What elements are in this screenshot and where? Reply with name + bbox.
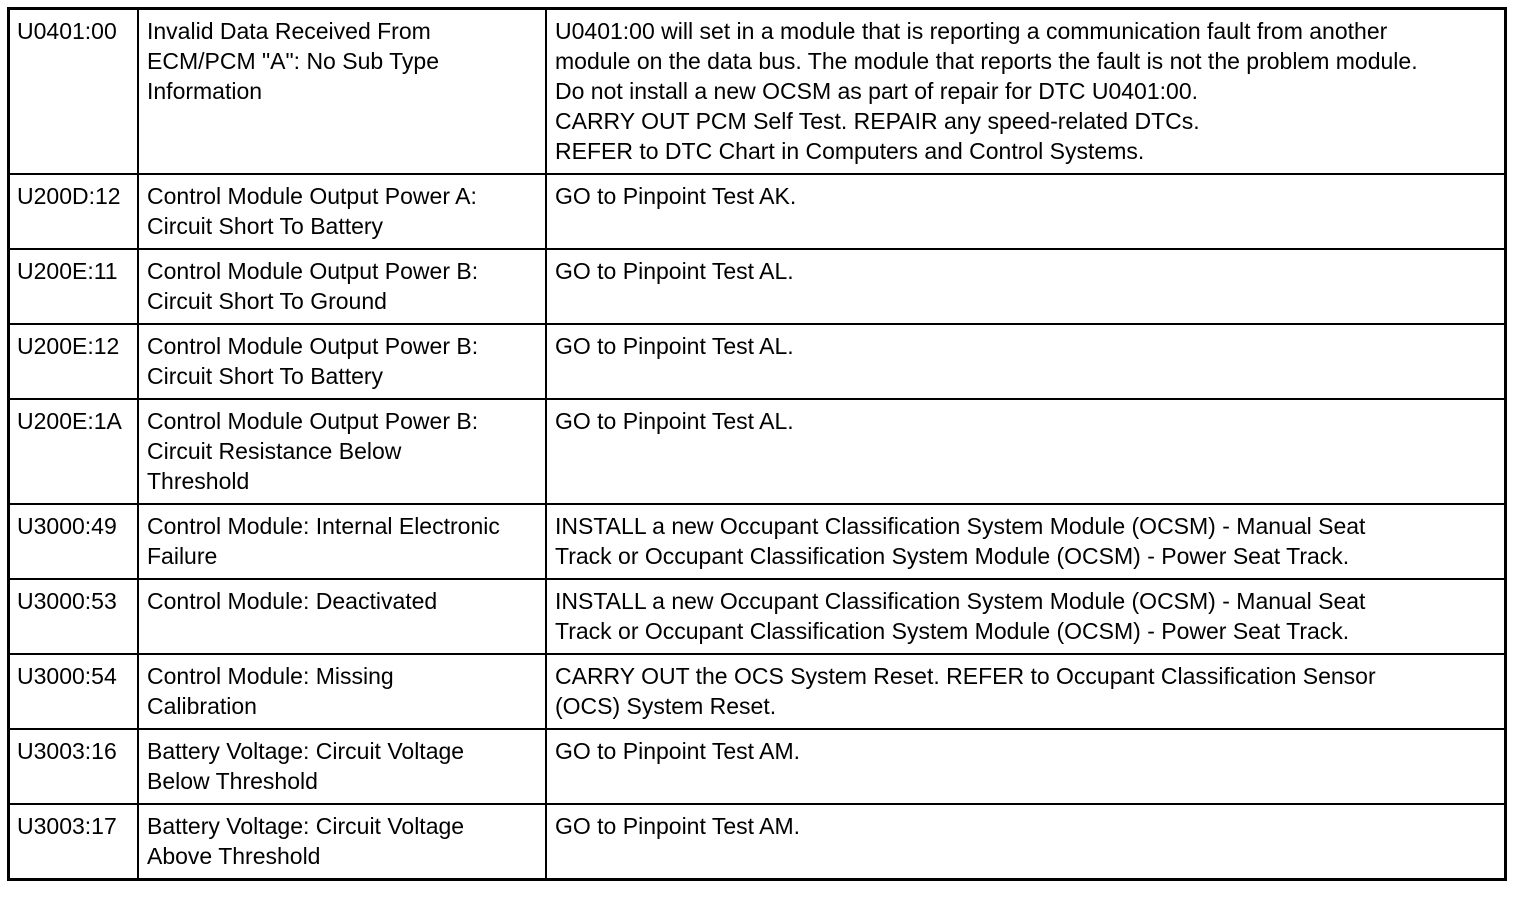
dtc-description-line: Control Module Output Power B: xyxy=(147,258,479,284)
dtc-code: U3000:54 xyxy=(17,663,117,689)
dtc-description-line: Information xyxy=(147,78,263,104)
dtc-description-line: Battery Voltage: Circuit Voltage xyxy=(147,738,465,764)
dtc-description-line: Circuit Short To Ground xyxy=(147,288,387,314)
dtc-code-cell xyxy=(10,10,138,174)
dtc-code: U200E:12 xyxy=(17,333,120,359)
table-row xyxy=(10,729,1504,804)
dtc-action-line: (OCS) System Reset. xyxy=(555,693,777,719)
dtc-description-line: Control Module Output Power B: xyxy=(147,408,479,434)
dtc-description-line: Circuit Short To Battery xyxy=(147,213,384,239)
dtc-description-line: Invalid Data Received From xyxy=(147,18,431,44)
dtc-code: U3003:17 xyxy=(17,813,117,839)
dtc-action-cell xyxy=(546,504,1504,579)
dtc-description-line: Above Threshold xyxy=(147,843,321,869)
dtc-action-line: Track or Occupant Classification System Module (OCSM) - Power Seat Track. xyxy=(555,618,1350,644)
dtc-action-cell xyxy=(546,249,1504,324)
dtc-table xyxy=(10,10,1504,878)
dtc-code: U3003:16 xyxy=(17,738,117,764)
dtc-description-line: Circuit Short To Battery xyxy=(147,363,384,389)
dtc-action-line: Track or Occupant Classification System Module (OCSM) - Power Seat Track. xyxy=(555,543,1350,569)
dtc-action-cell xyxy=(546,804,1504,878)
table-row xyxy=(10,399,1504,504)
dtc-code: U200D:12 xyxy=(17,183,121,209)
table-row xyxy=(10,324,1504,399)
dtc-description-line: Control Module: Internal Electronic xyxy=(147,513,500,539)
dtc-description-line: Below Threshold xyxy=(147,768,318,794)
table-row xyxy=(10,654,1504,729)
dtc-action-line: GO to Pinpoint Test AM. xyxy=(555,738,801,764)
dtc-table-body xyxy=(10,10,1504,878)
dtc-description-line: Circuit Resistance Below xyxy=(147,438,402,464)
dtc-action-line: CARRY OUT the OCS System Reset. REFER to Occupant Classification Sensor xyxy=(555,663,1376,689)
dtc-description-line: Control Module Output Power A: xyxy=(147,183,477,209)
dtc-description-cell xyxy=(138,249,546,324)
dtc-description-line: Control Module: Deactivated xyxy=(147,588,438,614)
dtc-description-cell xyxy=(138,654,546,729)
dtc-action-line: Do not install a new OCSM as part of repair for DTC U0401:00. xyxy=(555,78,1199,104)
dtc-code-cell xyxy=(10,324,138,399)
dtc-action-cell xyxy=(546,654,1504,729)
dtc-action-cell xyxy=(546,729,1504,804)
dtc-code: U200E:11 xyxy=(17,258,118,284)
dtc-code-cell xyxy=(10,249,138,324)
dtc-code: U3000:49 xyxy=(17,513,117,539)
dtc-description-cell xyxy=(138,504,546,579)
dtc-description-cell xyxy=(138,804,546,878)
dtc-description-line: Calibration xyxy=(147,693,257,719)
dtc-action-line: GO to Pinpoint Test AL. xyxy=(555,408,794,434)
dtc-action-cell xyxy=(546,579,1504,654)
dtc-action-line: CARRY OUT PCM Self Test. REPAIR any speed-related DTCs. xyxy=(555,108,1200,134)
dtc-action-cell xyxy=(546,399,1504,504)
dtc-description-cell xyxy=(138,10,546,174)
dtc-description-cell xyxy=(138,324,546,399)
dtc-description-line: ECM/PCM "A": No Sub Type xyxy=(147,48,440,74)
dtc-code-cell xyxy=(10,579,138,654)
table-row xyxy=(10,249,1504,324)
dtc-code-cell xyxy=(10,654,138,729)
dtc-action-line: GO to Pinpoint Test AL. xyxy=(555,258,794,284)
dtc-description-cell xyxy=(138,729,546,804)
dtc-code-cell xyxy=(10,504,138,579)
dtc-table-frame xyxy=(7,7,1507,881)
table-row xyxy=(10,804,1504,878)
dtc-action-line: INSTALL a new Occupant Classification System Module (OCSM) - Manual Seat xyxy=(555,513,1366,539)
dtc-description-cell xyxy=(138,399,546,504)
dtc-description-line: Failure xyxy=(147,543,218,569)
dtc-description-line: Control Module Output Power B: xyxy=(147,333,479,359)
dtc-action-line: U0401:00 will set in a module that is reporting a communication fault from another xyxy=(555,18,1388,44)
dtc-code-cell xyxy=(10,804,138,878)
dtc-code: U3000:53 xyxy=(17,588,117,614)
dtc-code-cell xyxy=(10,729,138,804)
dtc-action-line: REFER to DTC Chart in Computers and Control Systems. xyxy=(555,138,1145,164)
dtc-action-line: GO to Pinpoint Test AK. xyxy=(555,183,797,209)
dtc-code: U0401:00 xyxy=(17,18,117,44)
dtc-description-cell xyxy=(138,174,546,249)
dtc-action-cell xyxy=(546,10,1504,174)
dtc-action-line: GO to Pinpoint Test AL. xyxy=(555,333,794,359)
table-row xyxy=(10,10,1504,174)
dtc-action-line: INSTALL a new Occupant Classification System Module (OCSM) - Manual Seat xyxy=(555,588,1366,614)
dtc-description-line: Threshold xyxy=(147,468,250,494)
table-row xyxy=(10,504,1504,579)
dtc-code-cell xyxy=(10,174,138,249)
dtc-description-line: Control Module: Missing xyxy=(147,663,394,689)
dtc-description-line: Battery Voltage: Circuit Voltage xyxy=(147,813,465,839)
dtc-code: U200E:1A xyxy=(17,408,122,434)
dtc-description-cell xyxy=(138,579,546,654)
dtc-code-cell xyxy=(10,399,138,504)
dtc-action-line: module on the data bus. The module that reports the fault is not the problem module. xyxy=(555,48,1418,74)
dtc-action-cell xyxy=(546,174,1504,249)
table-row xyxy=(10,174,1504,249)
table-row xyxy=(10,579,1504,654)
dtc-action-cell xyxy=(546,324,1504,399)
dtc-action-line: GO to Pinpoint Test AM. xyxy=(555,813,801,839)
